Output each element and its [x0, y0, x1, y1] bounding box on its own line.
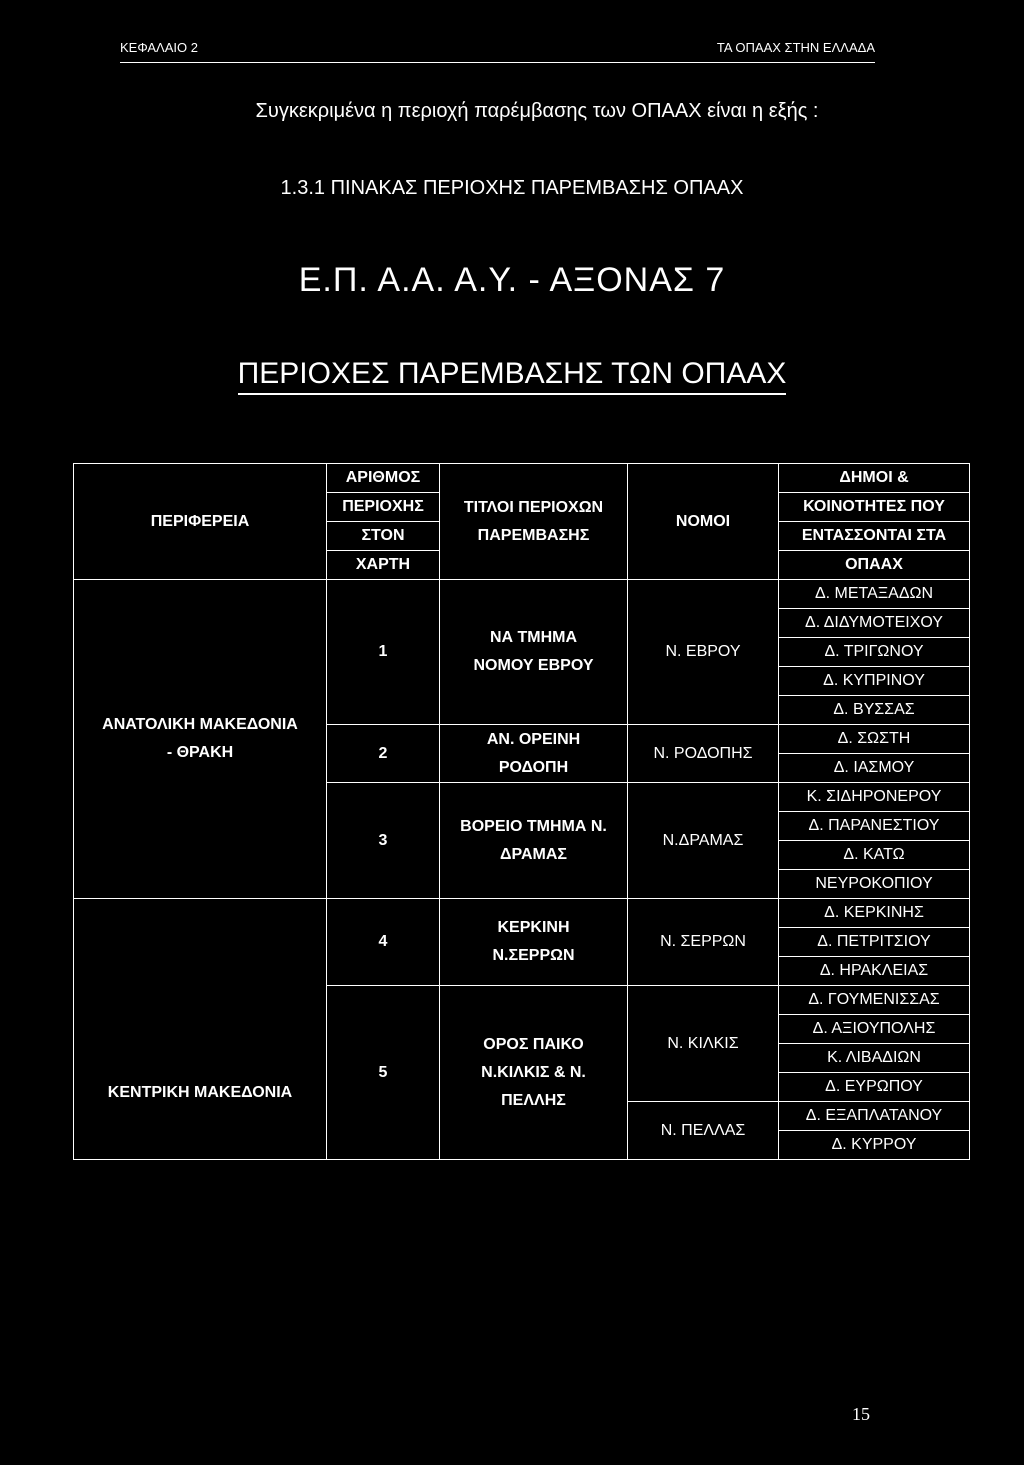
area-title: ΚΕΡΚΙΝΗ Ν.ΣΕΡΡΩΝ	[440, 899, 628, 986]
prefecture: Ν. ΣΕΡΡΩΝ	[628, 899, 779, 986]
area-title: ΟΡΟΣ ΠΑΙΚΟ Ν.ΚΙΛΚΙΣ & Ν. ΠΕΛΛΗΣ	[440, 986, 628, 1160]
region-east-macedonia-thrace: ΑΝΑΤΟΛΙΚΗ ΜΑΚΕΔΟΝΙΑ - ΘΡΑΚΗ	[74, 580, 327, 899]
header-prefectures: ΝΟΜΟΙ	[628, 464, 779, 580]
page-header	[120, 38, 875, 63]
municipality: Δ. ΚΥΡΡΟΥ	[779, 1131, 970, 1160]
header-region: ΠΕΡΙΦΕΡΕΙΑ	[74, 464, 327, 580]
municipality: Δ. ΒΥΣΣΑΣ	[779, 696, 970, 725]
municipality: Δ. ΤΡΙΓΩΝΟΥ	[779, 638, 970, 667]
chapter-title: ΤΑ ΟΠΑΑΧ ΣΤΗΝ ΕΛΛΑΔΑ	[716, 40, 875, 55]
municipality: Κ. ΣΙΔΗΡΟΝΕΡΟΥ	[779, 783, 970, 812]
municipality: Δ. ΠΕΤΡΙΤΣΙΟΥ	[779, 928, 970, 957]
table-row	[74, 580, 970, 609]
prefecture: Ν. ΠΕΛΛΑΣ	[628, 1102, 779, 1160]
section-heading: 1.3.1 ΠΙΝΑΚΑΣ ΠΕΡΙΟΧΗΣ ΠΑΡΕΜΒΑΣΗΣ ΟΠΑΑΧ	[280, 177, 744, 199]
municipality: Δ. ΚΕΡΚΙΝΗΣ	[779, 899, 970, 928]
municipality: Δ. ΠΑΡΑΝΕΣΤΙΟΥ	[779, 812, 970, 841]
header-number-line-1: ΑΡΙΘΜΟΣ	[327, 464, 440, 493]
page-title	[0, 357, 1024, 395]
header-municipalities-line-2: ΚΟΙΝΟΤΗΤΕΣ ΠΟΥ	[779, 493, 970, 522]
header-municipalities-line-3: ΕΝΤΑΣΣΟΝΤΑΙ ΣΤΑ	[779, 522, 970, 551]
header-titles: ΤΙΤΛΟΙ ΠΕΡΙΟΧΩΝ ΠΑΡΕΜΒΑΣΗΣ	[440, 464, 628, 580]
municipality: Δ. ΔΙΔΥΜΟΤΕΙΧΟΥ	[779, 609, 970, 638]
intro-text: Συγκεκριμένα η περιοχή παρέμβασης των ΟΠΑΑΧ είναι η εξής :	[255, 100, 819, 122]
header-municipalities-line-4: ΟΠΑΑΧ	[779, 551, 970, 580]
page-title-text: ΠΕΡΙΟΧΕΣ ΠΑΡΕΜΒΑΣΗΣ ΤΩΝ ΟΠΑΑΧ	[238, 357, 787, 395]
municipality: Δ. ΚΥΠΡΙΝΟΥ	[779, 667, 970, 696]
prefecture: Ν. ΕΒΡΟΥ	[628, 580, 779, 725]
intervention-areas-table	[73, 463, 970, 1160]
prefecture: Ν.ΔΡΑΜΑΣ	[628, 783, 779, 899]
area-title: ΒΟΡΕΙΟ ΤΜΗΜΑ Ν. ΔΡΑΜΑΣ	[440, 783, 628, 899]
area-number: 5	[327, 986, 440, 1160]
chapter-label: ΚΕΦΑΛΑΙΟ 2	[120, 40, 198, 55]
municipality: Δ. ΗΡΑΚΛΕΙΑΣ	[779, 957, 970, 986]
area-number: 4	[327, 899, 440, 986]
header-number-line-4: ΧΑΡΤΗ	[327, 551, 440, 580]
municipality: Δ. ΣΩΣΤΗ	[779, 725, 970, 754]
area-number: 3	[327, 783, 440, 899]
page-number: 15	[852, 1404, 870, 1424]
area-title: ΑΝ. ΟΡΕΙΝΗ ΡΟΔΟΠΗ	[440, 725, 628, 783]
header-number-line-3: ΣΤΟΝ	[327, 522, 440, 551]
municipality: Δ. ΜΕΤΑΞΑΔΩΝ	[779, 580, 970, 609]
municipality: ΝΕΥΡΟΚΟΠΙΟΥ	[779, 870, 970, 899]
program-heading: Ε.Π. Α.Α. Α.Υ. - ΑΞΟΝΑΣ 7	[298, 261, 726, 299]
area-title: ΝΑ ΤΜΗΜΑ ΝΟΜΟΥ ΕΒΡΟΥ	[440, 580, 628, 725]
area-number: 1	[327, 580, 440, 725]
area-number: 2	[327, 725, 440, 783]
municipality: Δ. ΚΑΤΩ	[779, 841, 970, 870]
municipality: Δ. ΕΥΡΩΠΟΥ	[779, 1073, 970, 1102]
municipality: Δ. ΙΑΣΜΟΥ	[779, 754, 970, 783]
municipality: Δ. ΑΞΙΟΥΠΟΛΗΣ	[779, 1015, 970, 1044]
header-number-line-2: ΠΕΡΙΟΧΗΣ	[327, 493, 440, 522]
header-municipalities-line-1: ΔΗΜΟΙ &	[779, 464, 970, 493]
prefecture: Ν. ΡΟΔΟΠΗΣ	[628, 725, 779, 783]
region-central-macedonia: ΚΕΝΤΡΙΚΗ ΜΑΚΕΔΟΝΙΑ	[74, 899, 327, 1160]
prefecture: Ν. ΚΙΛΚΙΣ	[628, 986, 779, 1102]
municipality: Δ. ΓΟΥΜΕΝΙΣΣΑΣ	[779, 986, 970, 1015]
municipality: Κ. ΛΙΒΑΔΙΩΝ	[779, 1044, 970, 1073]
table-header-row	[74, 464, 970, 493]
table-row	[74, 899, 970, 928]
municipality: Δ. ΕΞΑΠΛΑΤΑΝΟΥ	[779, 1102, 970, 1131]
